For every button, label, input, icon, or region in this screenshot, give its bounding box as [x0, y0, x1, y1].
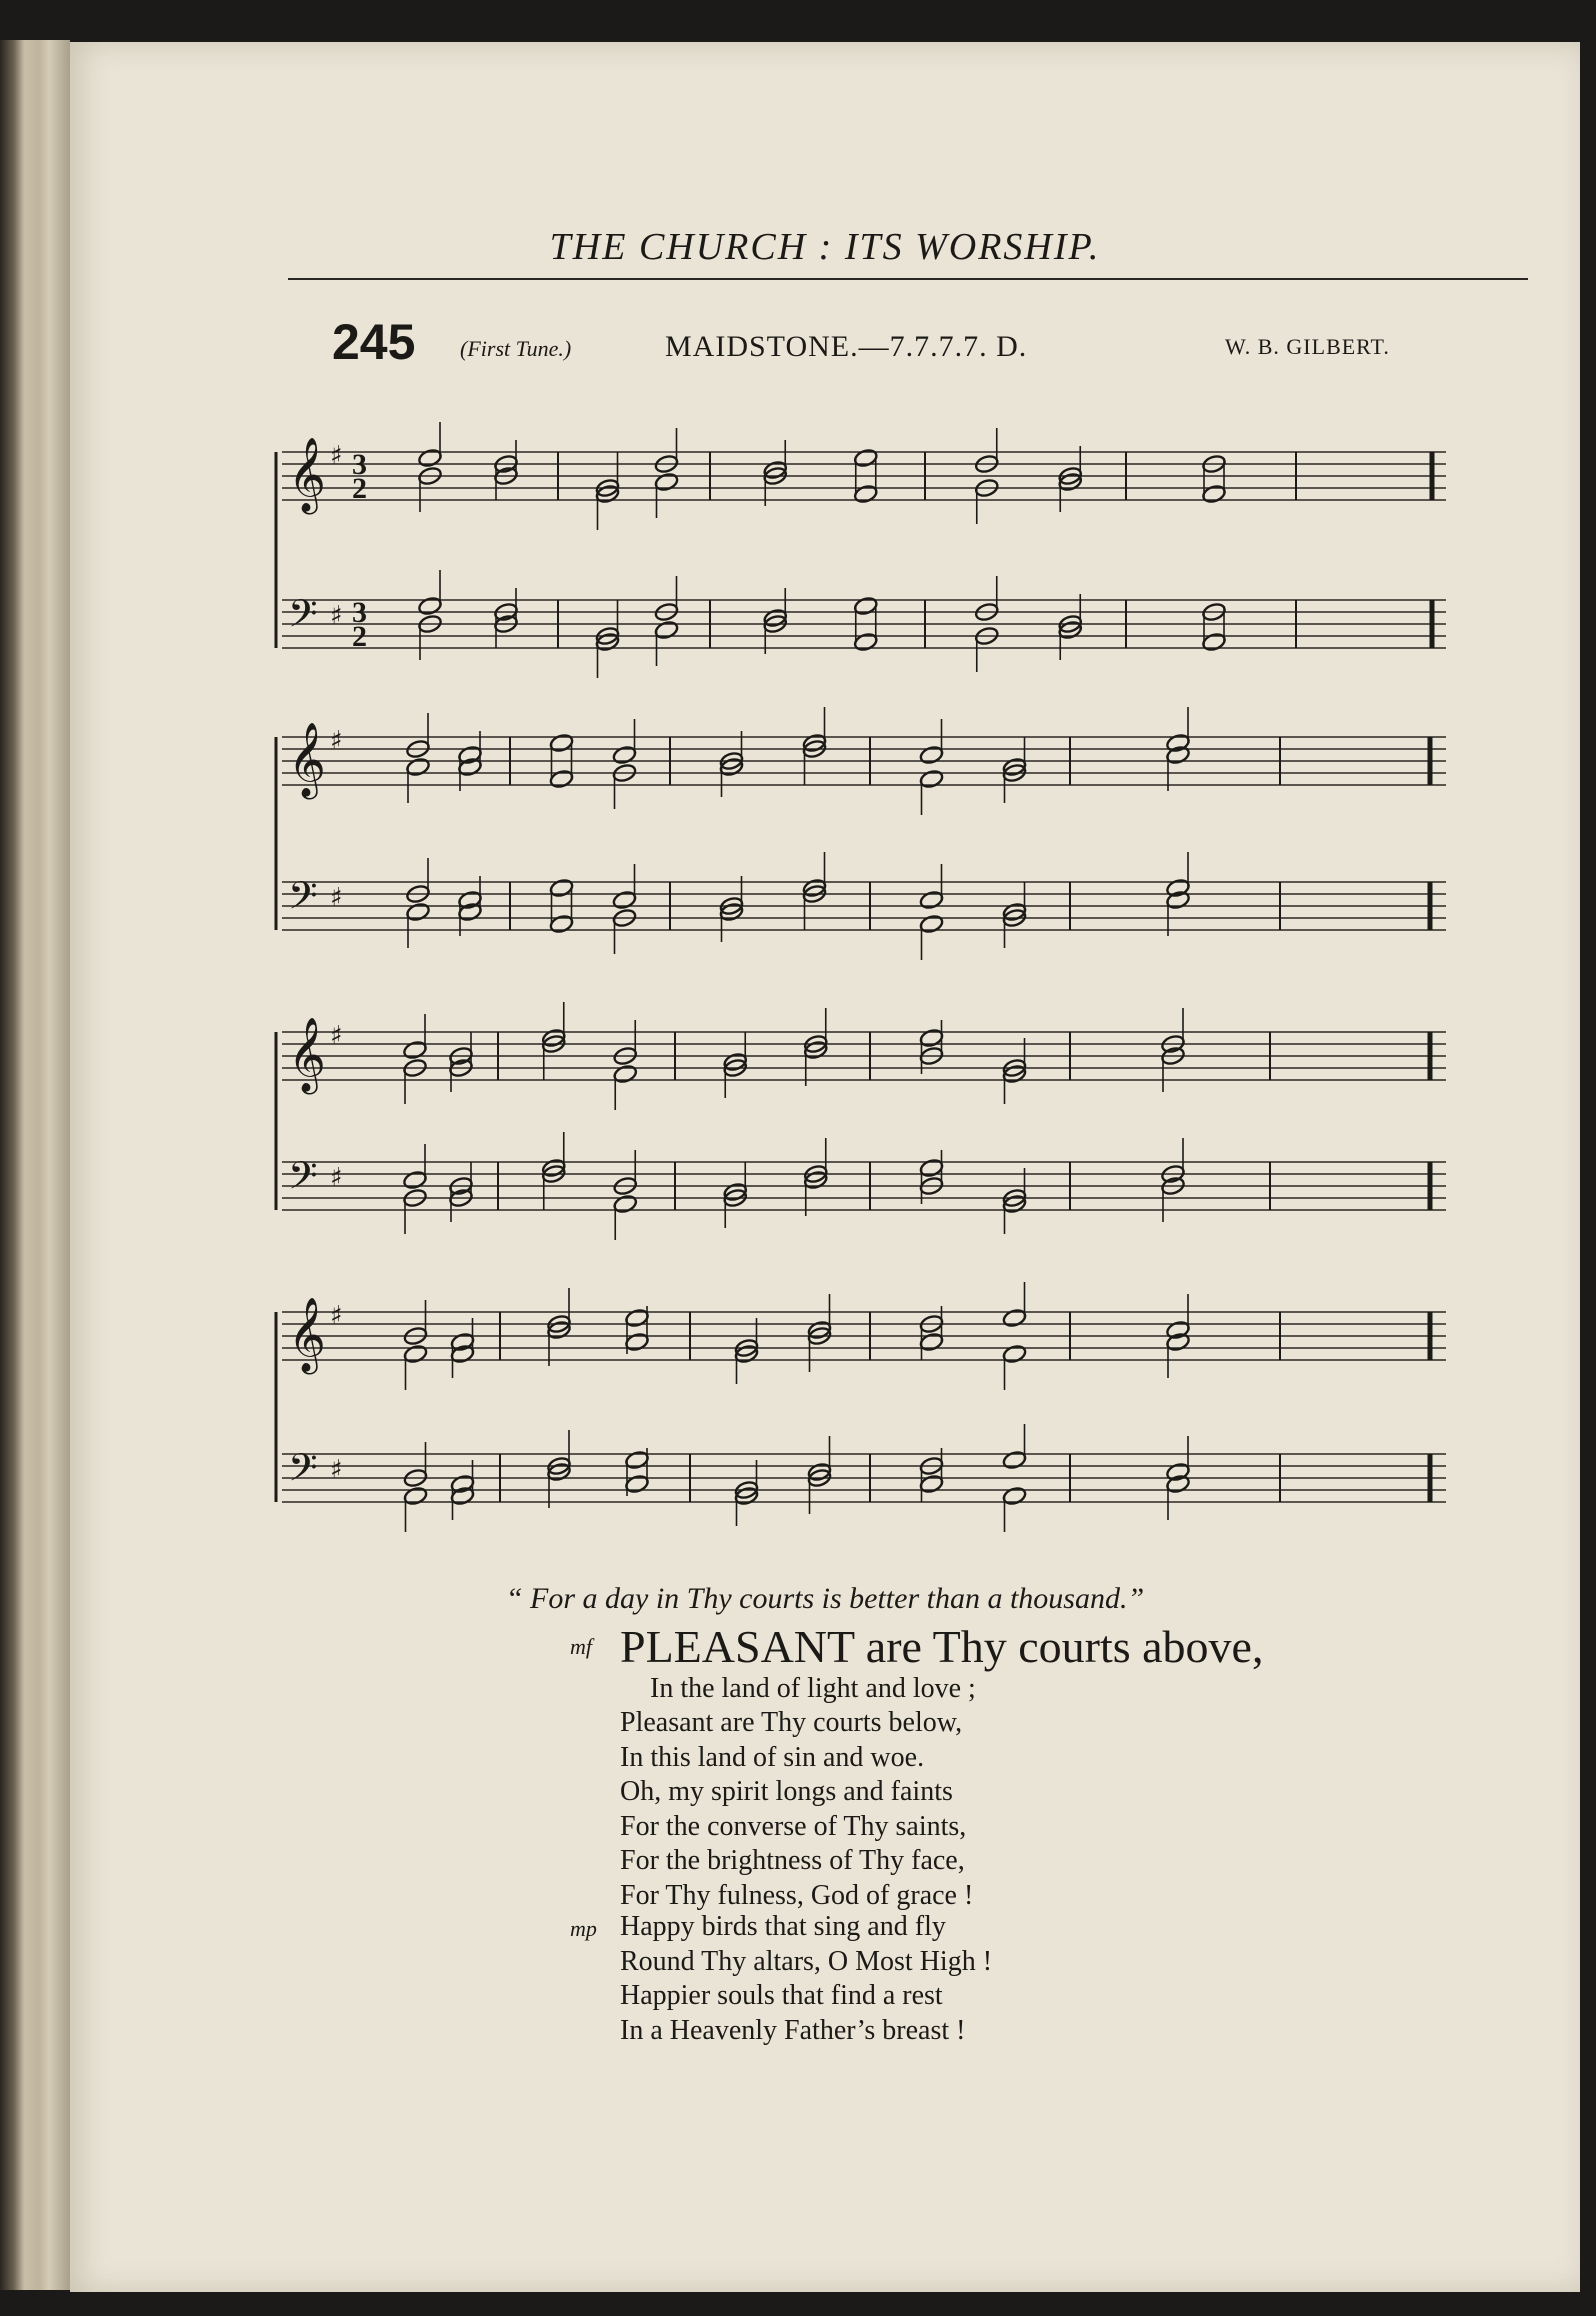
- verse-line: In the land of light and love ;: [650, 1672, 976, 1704]
- time-signature-top: 3: [352, 448, 367, 481]
- verse-line: Round Thy altars, O Most High !: [620, 1945, 993, 1977]
- bass-clef-icon: 𝄢: [288, 1445, 318, 1499]
- note-head: [1002, 1450, 1027, 1471]
- note-head: [919, 1028, 944, 1049]
- note-head: [853, 448, 878, 469]
- treble-clef-icon: 𝄞: [288, 723, 326, 797]
- page-edge: [0, 40, 70, 2290]
- note-head: [613, 1064, 638, 1085]
- drop-cap-line: PLEASANT are Thy courts above,: [620, 1621, 1264, 1672]
- time-signature-bottom: 2: [352, 472, 367, 505]
- sharp-icon: ♯: [330, 1455, 343, 1485]
- verse-line: Pleasant are Thy courts below,: [620, 1707, 963, 1738]
- bass-clef-icon: 𝄢: [288, 591, 318, 645]
- sharp-icon: ♯: [330, 1301, 343, 1331]
- note-head: [417, 596, 442, 617]
- note-head: [919, 1332, 944, 1353]
- note-head: [919, 1474, 944, 1495]
- verse-line: Oh, my spirit longs and faints: [620, 1776, 953, 1807]
- sharp-icon: ♯: [330, 726, 343, 756]
- verse-line: For the converse of Thy saints,: [620, 1810, 967, 1842]
- treble-staff: [282, 1282, 1446, 1390]
- book-page: [70, 42, 1580, 2292]
- time-signature-bottom: 2: [352, 620, 367, 653]
- note-head: [919, 1158, 944, 1179]
- composer: W. B. GILBERT.: [1225, 334, 1390, 359]
- note-head: [624, 1450, 649, 1471]
- note-head: [549, 878, 574, 899]
- bass-staff: [282, 1132, 1446, 1240]
- note-head: [402, 1170, 427, 1191]
- note-head: [624, 1332, 649, 1353]
- running-head: THE CHURCH : ITS WORSHIP.: [549, 226, 1101, 268]
- music-system: [276, 707, 1446, 960]
- note-head: [919, 890, 944, 911]
- note-head: [403, 1344, 428, 1365]
- note-head: [624, 1474, 649, 1495]
- note-head: [624, 1308, 649, 1329]
- stanza-2: [620, 1910, 992, 2048]
- treble-staff: [282, 707, 1446, 815]
- note-head: [919, 914, 944, 935]
- treble-staff: [282, 1002, 1446, 1110]
- note-head: [403, 1486, 428, 1507]
- hymn-number: 245: [332, 314, 416, 370]
- verse-line: For the brightness of Thy face,: [620, 1845, 965, 1876]
- music-system: [276, 1282, 1446, 1532]
- note-head: [1201, 632, 1226, 653]
- note-head: [853, 596, 878, 617]
- note-head: [549, 769, 574, 790]
- verse-line: [620, 1621, 1264, 1672]
- sharp-icon: ♯: [330, 1163, 343, 1193]
- tune-name: MAIDSTONE.—7.7.7.7. D.: [665, 330, 1028, 363]
- sharp-icon: ♯: [330, 601, 343, 631]
- note-head: [1002, 1344, 1027, 1365]
- treble-staff: [282, 422, 1446, 530]
- verse-line: Happier souls that find a rest: [620, 1980, 943, 2011]
- time-signature-top: 3: [352, 596, 367, 629]
- note-head: [919, 745, 944, 766]
- verse-line: In a Heavenly Father’s breast !: [620, 2014, 966, 2046]
- bass-clef-icon: 𝄢: [288, 873, 318, 927]
- tune-note: (First Tune.): [460, 336, 572, 361]
- note-head: [549, 914, 574, 935]
- bass-staff: [282, 852, 1446, 960]
- note-head: [417, 448, 442, 469]
- note-head: [654, 472, 679, 493]
- bass-clef-icon: 𝄢: [288, 1153, 318, 1207]
- note-head: [654, 620, 679, 641]
- note-head: [853, 484, 878, 505]
- music-system: [276, 1002, 1446, 1240]
- note-head: [613, 1194, 638, 1215]
- verse-line: Happy birds that sing and fly: [620, 1911, 946, 1942]
- sharp-icon: ♯: [330, 441, 343, 471]
- music-system: [276, 422, 1446, 678]
- dynamic-mark: mp: [570, 1916, 597, 1941]
- verse-line: In this land of sin and woe.: [620, 1741, 925, 1773]
- note-head: [549, 733, 574, 754]
- note-head: [402, 1040, 427, 1061]
- bass-staff: [282, 570, 1446, 678]
- sharp-icon: ♯: [330, 883, 343, 913]
- note-head: [919, 769, 944, 790]
- bass-staff: [282, 1424, 1446, 1532]
- sharp-icon: ♯: [330, 1021, 343, 1051]
- note-head: [853, 632, 878, 653]
- note-head: [405, 757, 430, 778]
- verse-line: For Thy fulness, God of grace !: [620, 1879, 974, 1911]
- treble-clef-icon: 𝄞: [288, 1018, 326, 1092]
- treble-clef-icon: 𝄞: [288, 1298, 326, 1372]
- note-head: [405, 902, 430, 923]
- epigraph: “ For a day in Thy courts is better than a thousand.”: [505, 1582, 1145, 1615]
- note-head: [612, 890, 637, 911]
- stanza-1: [620, 1621, 1264, 1913]
- music-score: [70, 42, 1580, 1572]
- note-head: [1002, 1308, 1027, 1329]
- note-head: [1002, 1486, 1027, 1507]
- note-head: [1201, 484, 1226, 505]
- note-head: [612, 745, 637, 766]
- dynamic-mark: mf: [570, 1634, 592, 1659]
- treble-clef-icon: 𝄞: [288, 438, 326, 512]
